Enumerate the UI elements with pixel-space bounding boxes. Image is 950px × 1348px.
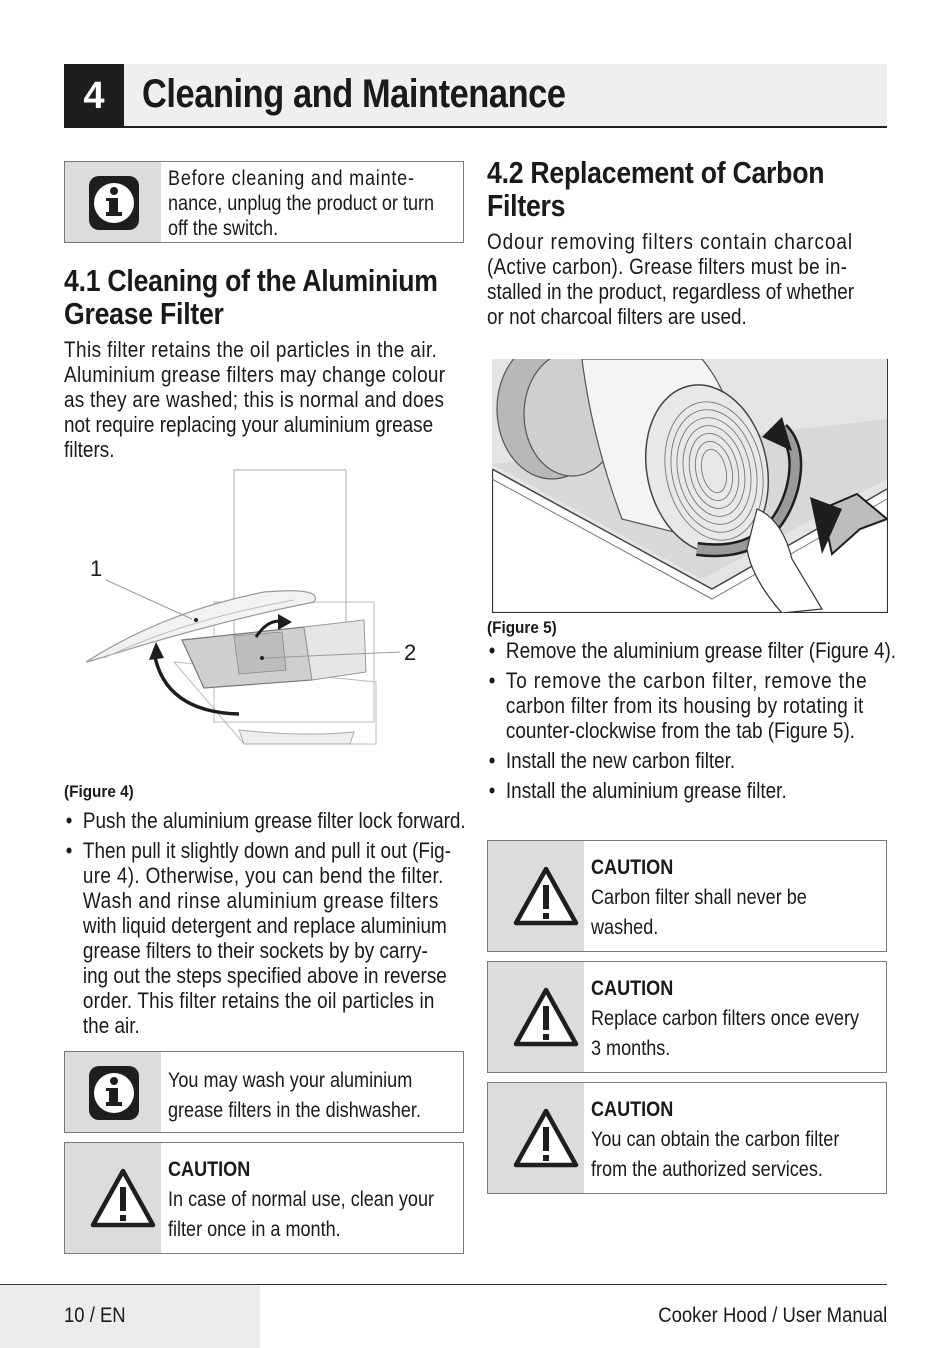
info-line: nance, unplug the product or turn (168, 192, 435, 215)
footer-page-tab (0, 1285, 260, 1348)
section-42-title: 4.2 Replacement of Carbon Filters (487, 155, 825, 223)
info-icon (87, 1064, 141, 1122)
caution-line: Carbon filter shall never be (591, 886, 807, 909)
warning-icon (89, 1167, 157, 1229)
caution-line: Replace carbon filters once every (591, 1007, 860, 1030)
caution-title: CAUTION (591, 977, 674, 1000)
caution-box-never-washed (487, 840, 887, 952)
warning-icon (512, 986, 580, 1048)
figure-5-carbon-filter-illustration (492, 359, 888, 613)
list-item: • Install the new carbon filter. (487, 748, 896, 773)
info-line: off the switch. (168, 217, 279, 240)
info-line: You may wash your aluminium (168, 1069, 413, 1092)
section-42-paragraph: Odour removing filters contain charcoal (Active carbon). Grease filters must be in- stalled in the product, regardless of whether or not charcoal filters are used. (487, 229, 855, 329)
caution-box-monthly (64, 1142, 464, 1254)
caution-line: washed. (591, 916, 659, 939)
chapter-header (64, 64, 887, 128)
list-item: • Then pull it slightly down and pull it out (Fig- ure 4). Otherwise, you can bend the filter. Wash and rinse aluminium grease filters with liquid detergent and replace aluminium grease filters to their sockets by by carry- ing out the steps specified above in reverse order. This filter retains the oil particles in the air. (64, 838, 466, 1038)
caution-line: filter once in a month. (168, 1218, 341, 1241)
info-icon (87, 174, 141, 232)
chapter-title: Cleaning and Maintenance (142, 72, 566, 116)
figure-5-caption: (Figure 5) (487, 618, 557, 637)
figure-4-label-1: 1 (90, 556, 103, 581)
section-41-paragraph: This filter retains the oil particles in the air. Aluminium grease filters may change colour as they are washed; this is normal and does not require replacing your aluminium grease filters. (64, 337, 446, 462)
list-item: • To remove the carbon filter, remove the carbon filter from its housing by rotating it counter-clockwise from the tab (Figure 5). (487, 668, 896, 743)
figure-4-label-2: 2 (404, 640, 417, 665)
page-number: 10 / EN (64, 1304, 126, 1327)
info-line: Before cleaning and mainte- (168, 167, 415, 190)
caution-box-authorized-services (487, 1082, 887, 1194)
figure-4-hood-illustration (64, 462, 464, 762)
caution-box-three-months (487, 961, 887, 1073)
figure-4-caption: (Figure 4) (64, 782, 134, 801)
info-box-dishwasher (64, 1051, 464, 1133)
warning-icon (512, 1107, 580, 1169)
section-42-steps (487, 638, 896, 808)
warning-icon (512, 865, 580, 927)
list-item: • Install the aluminium grease filter. (487, 778, 896, 803)
section-41-title: 4.1 Cleaning of the Aluminium Grease Filter (64, 263, 438, 331)
caution-title: CAUTION (168, 1158, 251, 1181)
chapter-number: 4 (64, 64, 124, 128)
section-41-steps (64, 808, 466, 1043)
document-title: Cooker Hood / User Manual (657, 1304, 887, 1327)
caution-line: In case of normal use, clean your (168, 1188, 435, 1211)
caution-line: from the authorized services. (591, 1158, 823, 1181)
caution-title: CAUTION (591, 1098, 674, 1121)
info-box-unplug (64, 161, 464, 243)
info-line: grease filters in the dishwasher. (168, 1099, 421, 1122)
list-item: • Push the aluminium grease filter lock forward. (64, 808, 466, 833)
list-item: • Remove the aluminium grease filter (Figure 4). (487, 638, 896, 663)
caution-title: CAUTION (591, 856, 674, 879)
caution-line: 3 months. (591, 1037, 671, 1060)
caution-line: You can obtain the carbon filter (591, 1128, 840, 1151)
